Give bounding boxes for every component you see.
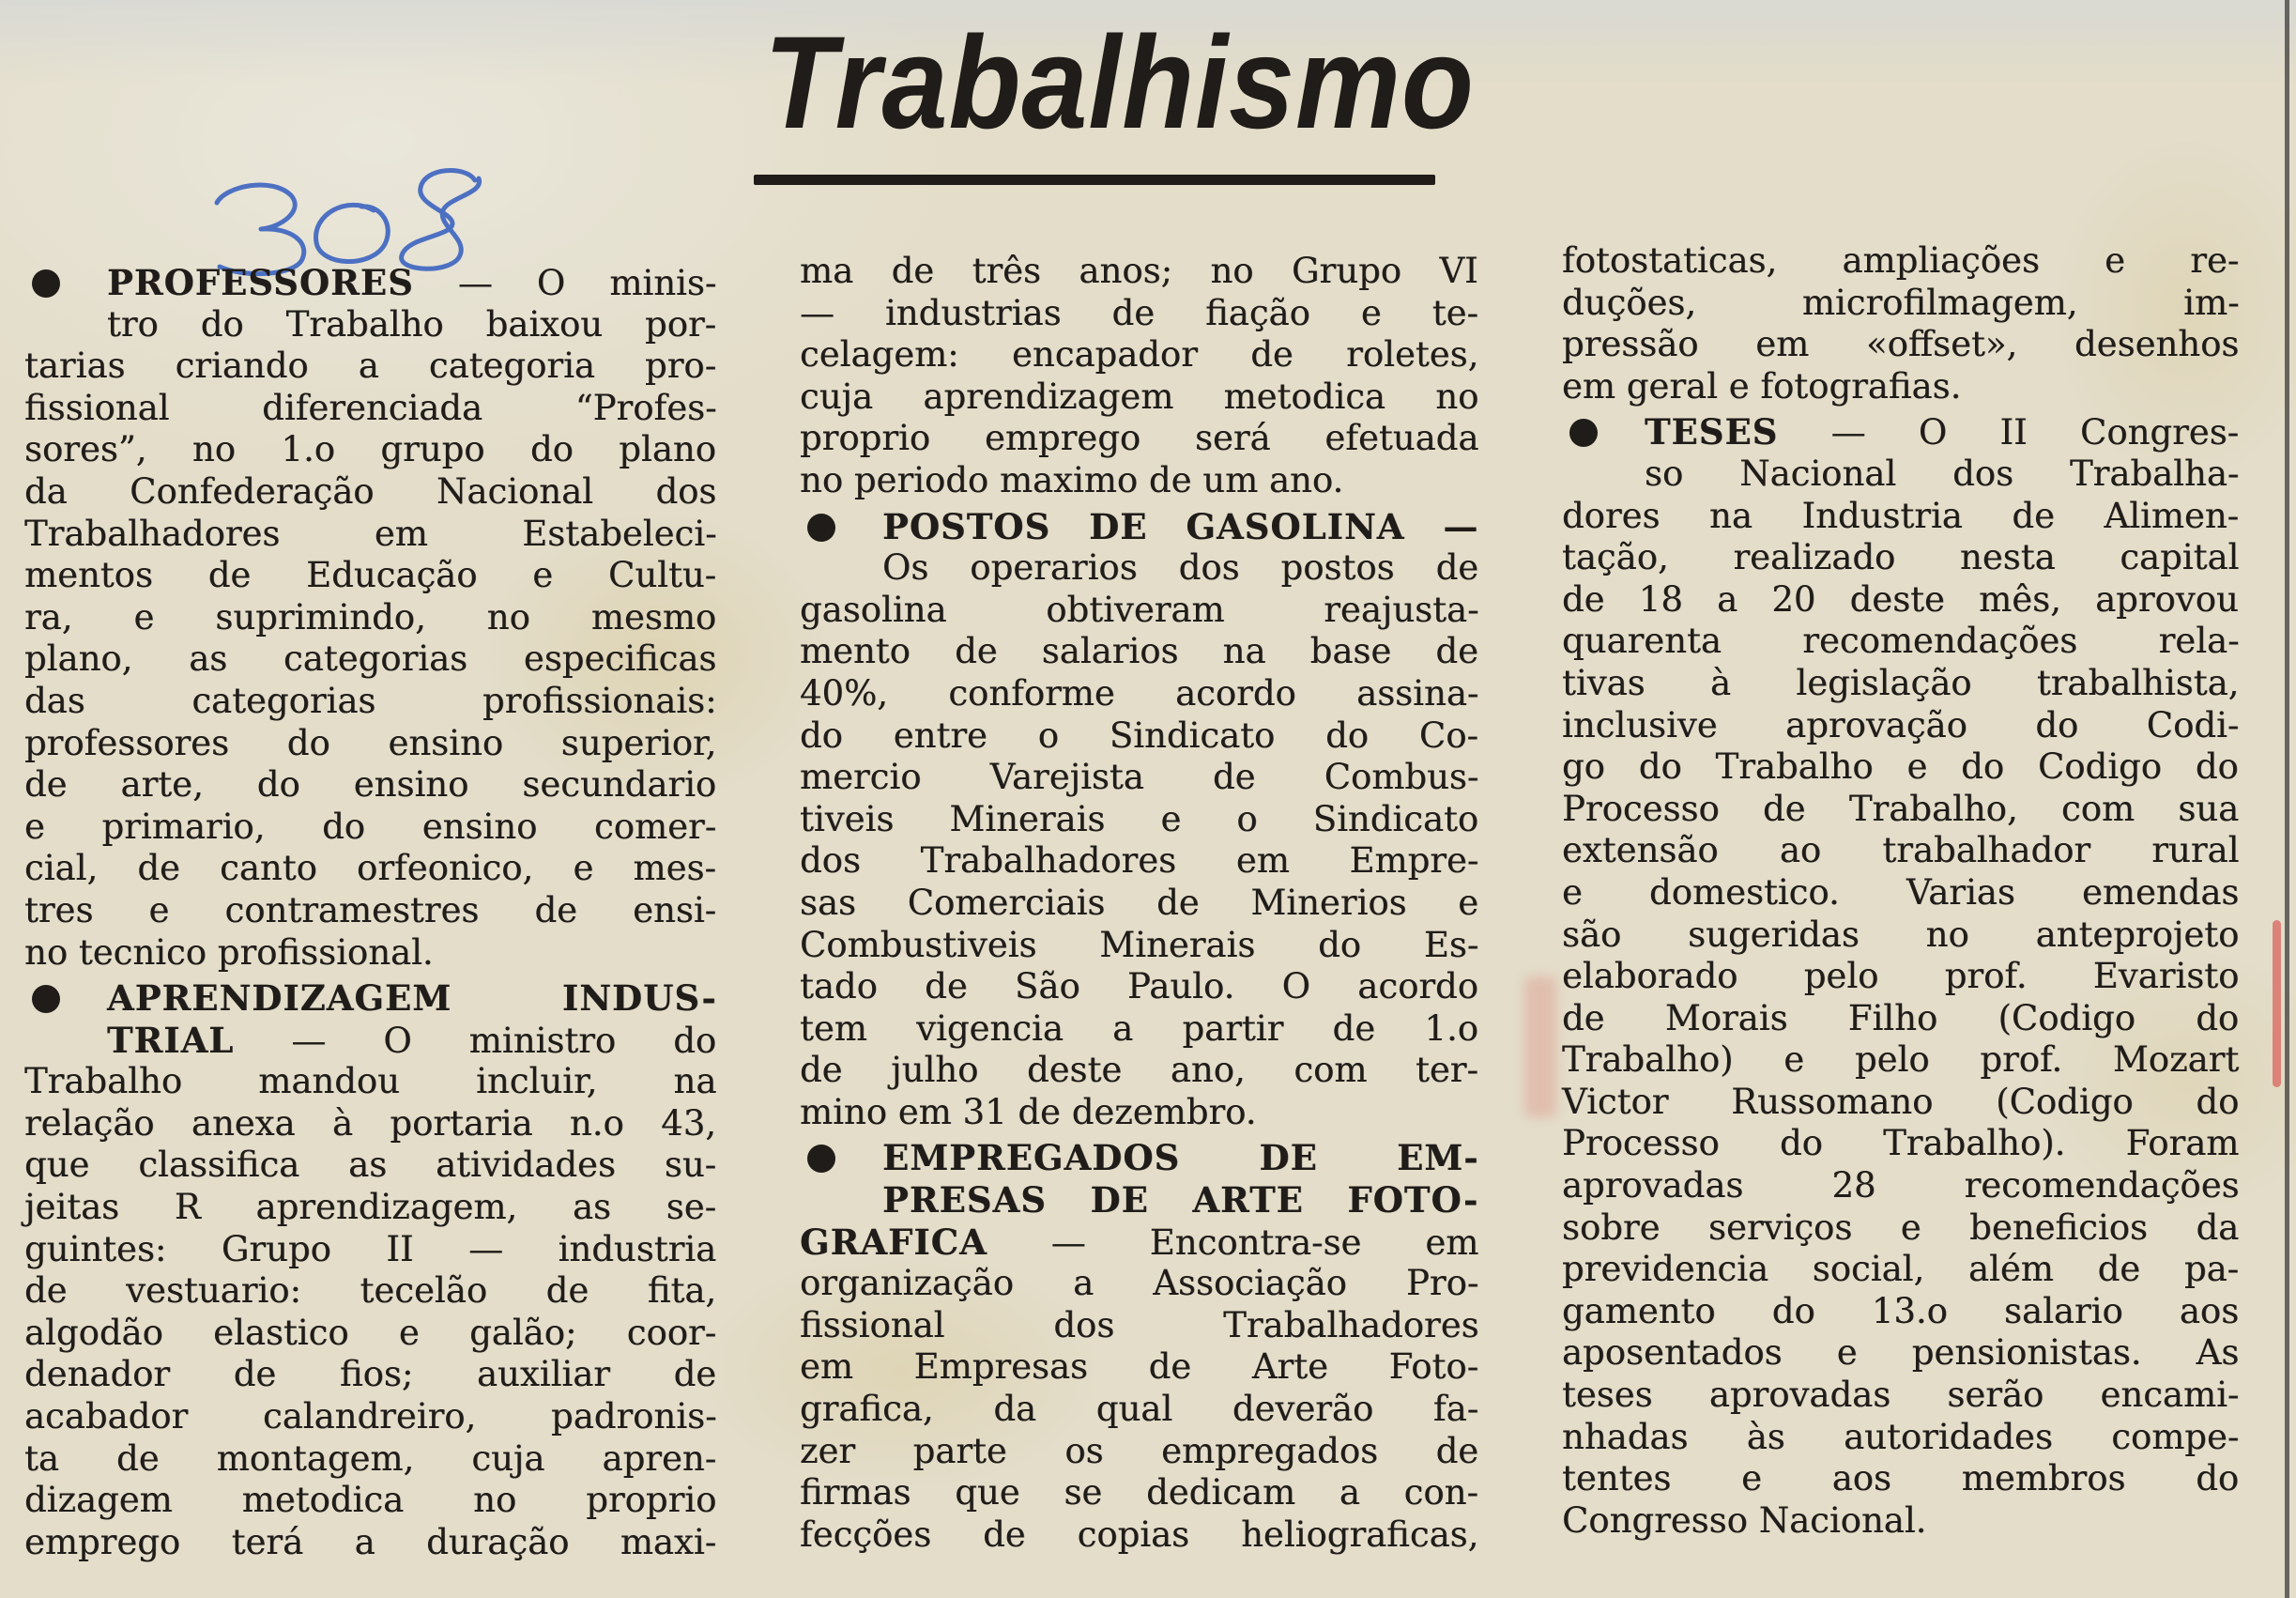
text-line	[1562, 956, 2240, 998]
line-content: de 18 a 20 deste mês, aprovou	[1562, 578, 2239, 620]
line-content: pressão em «offset», desenhos	[1562, 324, 2240, 365]
handwritten-stroke	[217, 185, 304, 274]
text-line	[800, 840, 1479, 883]
text-line	[1562, 914, 2240, 957]
text-line	[1562, 789, 2240, 831]
text-line	[24, 1354, 717, 1396]
text-line	[1562, 1165, 2240, 1207]
text-line	[1562, 1082, 2240, 1124]
article-column	[1562, 240, 2240, 1542]
line-content: mercio Varejista de Combus-	[800, 757, 1479, 798]
text-line	[800, 1431, 1479, 1473]
line-content: dores na Industria de Alimen-	[1562, 495, 2240, 536]
text-line	[800, 418, 1479, 460]
text-line	[24, 1480, 717, 1522]
text-line	[24, 1438, 717, 1481]
item-heading: APRENDIZAGEM INDUS-	[107, 977, 717, 1020]
line-content: no tecnico profissional.	[24, 931, 434, 973]
text-line	[24, 977, 717, 1020]
line-content: de julho deste ano, com ter-	[800, 1050, 1478, 1091]
paper-edge	[2285, 0, 2289, 1598]
line-content: fotostaticas, ampliações e re-	[1562, 240, 2240, 281]
line-content: mento de salarios na base de	[800, 631, 1478, 672]
line-content: Os operarios dos postos de	[882, 547, 1479, 589]
bullet-icon	[1569, 419, 1598, 447]
line-content: do entre o Sindicato do Co-	[800, 714, 1478, 756]
text-line	[24, 1103, 717, 1145]
line-content: sobre serviços e beneficios da	[1562, 1206, 2240, 1248]
line-content: denador de fios; auxiliar de	[24, 1354, 717, 1395]
headline: Trabalhismo	[764, 8, 1475, 156]
line-content: das categorias profissionais:	[24, 680, 717, 721]
line-content: grafica, da qual deverão fa-	[800, 1389, 1479, 1430]
line-text: — O minis-	[413, 263, 717, 303]
text-line	[800, 1179, 1479, 1222]
news-item	[800, 1137, 1479, 1556]
text-line	[800, 1514, 1479, 1557]
line-content: cuja aprendizagem metodica no	[800, 376, 1479, 417]
text-line	[24, 1020, 717, 1062]
text-line	[1562, 1207, 2240, 1250]
text-line	[24, 848, 717, 890]
line-content: mentos de Educação e Cultu-	[24, 555, 717, 596]
text-line	[1562, 453, 2240, 496]
text-line	[800, 966, 1479, 1008]
text-line	[800, 506, 1479, 548]
line-content: tação, realizado nesta capital	[1562, 537, 2240, 578]
text-line	[24, 932, 717, 975]
text-line	[24, 1522, 717, 1564]
line-content: mino em 31 de dezembro.	[800, 1091, 1257, 1132]
text-line	[24, 1270, 717, 1313]
text-line	[800, 1222, 1479, 1264]
line-content: sores”, no 1.o grupo do plano	[24, 429, 716, 470]
text-line	[1562, 830, 2240, 872]
text-line	[1562, 663, 2240, 705]
line-content: firmas que se dedicam a con-	[800, 1472, 1478, 1513]
text-line	[24, 262, 717, 304]
line-content: inclusive aprovação do Codi-	[1562, 704, 2240, 745]
text-line	[24, 555, 717, 597]
text-line	[1562, 496, 2240, 538]
line-content: ra, e suprimindo, no mesmo	[24, 596, 717, 638]
text-line	[800, 1346, 1479, 1389]
line-content: Congresso Nacional.	[1562, 1499, 1927, 1541]
line-content: ta de montagem, cuja apren-	[24, 1437, 717, 1479]
text-line	[800, 460, 1479, 502]
bullet-icon	[807, 1145, 835, 1173]
text-line	[1562, 537, 2240, 579]
text-line	[800, 799, 1479, 841]
item-heading: TRIAL	[107, 1019, 235, 1061]
line-content: Trabalhadores em Estabeleci-	[24, 513, 717, 554]
text-line	[1562, 998, 2240, 1040]
line-content: nhadas às autoridades compe-	[1562, 1416, 2240, 1457]
text-line	[24, 429, 717, 471]
line-content: em Empresas de Arte Foto-	[800, 1346, 1479, 1388]
text-line	[800, 673, 1479, 715]
line-content: zer parte os empregados de	[800, 1430, 1479, 1471]
line-content: Victor Russomano (Codigo do	[1562, 1081, 2240, 1122]
line-content: — industrias de fiação e te-	[800, 292, 1478, 333]
line-content: e primario, do ensino comer-	[24, 806, 717, 847]
text-line	[1562, 621, 2240, 663]
item-heading: GRAFICA	[800, 1221, 987, 1263]
line-content	[107, 977, 717, 1021]
line-content: professores do ensino superior,	[24, 722, 717, 763]
line-content: go do Trabalho e do Codigo do	[1562, 746, 2239, 788]
news-item	[1562, 411, 2240, 1542]
text-line	[800, 1008, 1479, 1051]
line-content: proprio emprego será efetuada	[800, 418, 1479, 459]
text-line	[24, 723, 717, 765]
text-line	[1562, 1249, 2240, 1291]
line-content: de vestuario: tecelão de fita,	[24, 1270, 717, 1312]
line-content: teses aprovadas serão encami-	[1562, 1375, 2240, 1416]
line-content: em geral e fotografias.	[1562, 365, 1962, 407]
text-line	[24, 471, 717, 514]
line-content: da Confederação Nacional dos	[24, 470, 717, 512]
text-line	[1562, 283, 2240, 325]
line-content: gamento do 13.o salario aos	[1562, 1290, 2240, 1331]
text-line	[24, 1396, 717, 1438]
line-content: tres e contramestres de ensi-	[24, 889, 717, 930]
text-line	[24, 1229, 717, 1271]
news-item	[24, 262, 717, 974]
text-line	[800, 1305, 1479, 1347]
line-content: tem vigencia a partir de 1.o	[800, 1007, 1478, 1049]
line-content: que classifica as atividades su-	[24, 1145, 717, 1186]
text-line	[1562, 1458, 2240, 1500]
line-content: cial, de canto orfeonico, e mes-	[24, 848, 716, 889]
line-content: de Morais Filho (Codigo do	[1562, 997, 2240, 1038]
line-content: organização a Associação Pro-	[800, 1263, 1479, 1304]
line-content: quarenta recomendações rela-	[1562, 621, 2240, 662]
line-content: tarias criando a categoria pro-	[24, 346, 717, 387]
line-content: algodão elastico e galão; coor-	[24, 1312, 717, 1353]
line-content: extensão ao trabalhador rural	[1562, 830, 2240, 871]
line-content: 40%, conforme acordo assina-	[800, 672, 1479, 714]
text-line	[800, 631, 1479, 673]
text-line	[1562, 579, 2240, 622]
bullet-icon	[32, 985, 60, 1013]
line-content: fecções de copias heliograficas,	[800, 1513, 1479, 1555]
line-content: tivas à legislação trabalhista,	[1562, 662, 2240, 703]
line-content: plano, as categorias especificas	[24, 638, 717, 680]
line-content: aprovadas 28 recomendações	[1562, 1165, 2240, 1206]
line-text: — O ministro do	[234, 1020, 717, 1061]
text-line	[1562, 1332, 2240, 1375]
bullet-icon	[807, 514, 835, 542]
text-line	[1562, 411, 2240, 453]
line-content: celagem: encapador de roletes,	[800, 334, 1479, 376]
line-content: fissional dos Trabalhadores	[800, 1304, 1479, 1345]
line-content	[882, 1137, 1479, 1180]
text-line	[800, 715, 1479, 758]
line-content: guintes: Grupo II — industria	[24, 1228, 717, 1269]
line-content: Trabalho) e pelo prof. Mozart	[1562, 1039, 2240, 1081]
line-content: Combustiveis Minerais do Es-	[800, 924, 1479, 965]
news-item	[24, 977, 717, 1563]
line-content	[1645, 411, 2239, 454]
red-pencil-mark	[1524, 976, 1556, 1117]
text-line	[800, 1092, 1479, 1134]
line-content: Processo de Trabalho, com sua	[1562, 788, 2240, 829]
text-line	[24, 346, 717, 388]
line-content: duções, microfilmagem, im-	[1562, 282, 2240, 323]
text-line	[800, 590, 1479, 632]
line-content: são sugeridas no anteprojeto	[1562, 914, 2240, 955]
news-item	[800, 506, 1479, 1134]
text-line	[24, 890, 717, 932]
text-line	[800, 251, 1479, 293]
item-heading: EMPREGADOS DE EM-	[882, 1137, 1479, 1179]
text-line	[24, 1187, 717, 1229]
line-content: no periodo maximo de um ano.	[800, 459, 1344, 500]
text-line	[24, 597, 717, 639]
text-line	[24, 1145, 717, 1187]
line-content: acabador calandreiro, padronis-	[24, 1396, 717, 1437]
text-line	[800, 757, 1479, 799]
line-content: Processo do Trabalho). Foram	[1562, 1123, 2240, 1164]
line-content: aposentados e pensionistas. As	[1562, 1332, 2240, 1374]
line-content: dizagem metodica no proprio	[24, 1480, 717, 1521]
text-line	[24, 764, 717, 807]
line-content: gasolina obtiveram reajusta-	[800, 589, 1479, 630]
text-line	[24, 1061, 717, 1103]
news-item-continuation	[800, 251, 1479, 502]
text-line	[800, 925, 1479, 967]
text-line	[800, 1137, 1479, 1179]
text-line	[800, 1472, 1479, 1514]
line-content: elaborado pelo prof. Evaristo	[1562, 956, 2240, 997]
text-line	[1562, 1375, 2240, 1417]
text-line	[24, 304, 717, 346]
text-line	[1562, 240, 2240, 283]
line-content: e domestico. Varias emendas	[1562, 871, 2240, 913]
text-line	[1562, 872, 2240, 914]
line-content	[107, 262, 716, 305]
text-line	[1562, 324, 2240, 366]
line-content: de arte, do ensino secundario	[24, 764, 717, 806]
text-line	[800, 1389, 1479, 1431]
text-line	[24, 807, 717, 849]
line-content: previdencia social, além de pa-	[1562, 1249, 2240, 1290]
text-line	[1562, 1123, 2240, 1165]
text-line	[1562, 1500, 2240, 1543]
line-content: jeitas R aprendizagem, as se-	[24, 1187, 717, 1228]
item-heading: TESES	[1645, 411, 1779, 453]
line-content: dos Trabalhadores em Empre-	[800, 840, 1479, 882]
line-content: tado de São Paulo. O acordo	[800, 966, 1478, 1007]
text-line	[800, 376, 1479, 419]
line-content: emprego terá a duração maxi-	[24, 1521, 717, 1562]
line-content: fissional diferenciada “Profes-	[24, 387, 717, 428]
text-line	[800, 1050, 1479, 1092]
line-content	[800, 1222, 1478, 1265]
item-heading: PRESAS DE ARTE FOTO-	[882, 1179, 1479, 1222]
text-line	[800, 334, 1479, 376]
news-item-continuation	[1562, 240, 2240, 407]
text-line	[1562, 746, 2240, 789]
bullet-icon	[32, 269, 60, 298]
text-line	[24, 514, 717, 556]
text-line	[1562, 1291, 2240, 1333]
headline-rule	[754, 175, 1435, 185]
line-content	[107, 1020, 716, 1063]
text-line	[24, 638, 717, 681]
item-heading: PROFESSORES	[107, 262, 414, 303]
line-text: — Encontra-se em	[987, 1222, 1479, 1263]
item-heading: POSTOS DE GASOLINA —	[882, 505, 1479, 547]
line-content	[882, 1179, 1478, 1222]
line-text: — O II Congres-	[1778, 412, 2240, 453]
article-column	[24, 262, 717, 1563]
handwritten-stroke	[316, 205, 389, 261]
line-content: tiveis Minerais e o Sindicato	[800, 798, 1479, 839]
text-line	[1562, 1039, 2240, 1082]
text-line	[800, 883, 1479, 925]
text-line	[800, 1263, 1479, 1305]
text-line	[24, 681, 717, 723]
text-line	[1562, 1417, 2240, 1459]
line-content: Trabalho mandou incluir, na	[24, 1061, 717, 1102]
line-content: so Nacional dos Trabalha-	[1645, 453, 2240, 494]
line-content: ma de três anos; no Grupo VI	[800, 251, 1478, 291]
text-line	[24, 388, 717, 430]
text-line	[1562, 705, 2240, 747]
handwritten-stroke	[402, 171, 480, 269]
text-line	[800, 547, 1479, 590]
text-line	[1562, 366, 2240, 408]
line-content	[882, 506, 1478, 549]
text-line	[800, 293, 1479, 335]
line-content: tentes e aos membros do	[1562, 1458, 2240, 1499]
article-column	[800, 251, 1479, 1556]
red-pencil-mark	[2273, 920, 2281, 1087]
line-content: tro do Trabalho baixou por-	[107, 303, 717, 345]
line-content: relação anexa à portaria n.o 43,	[24, 1102, 716, 1144]
line-content: sas Comerciais de Minerios e	[800, 882, 1479, 923]
text-line	[24, 1313, 717, 1355]
